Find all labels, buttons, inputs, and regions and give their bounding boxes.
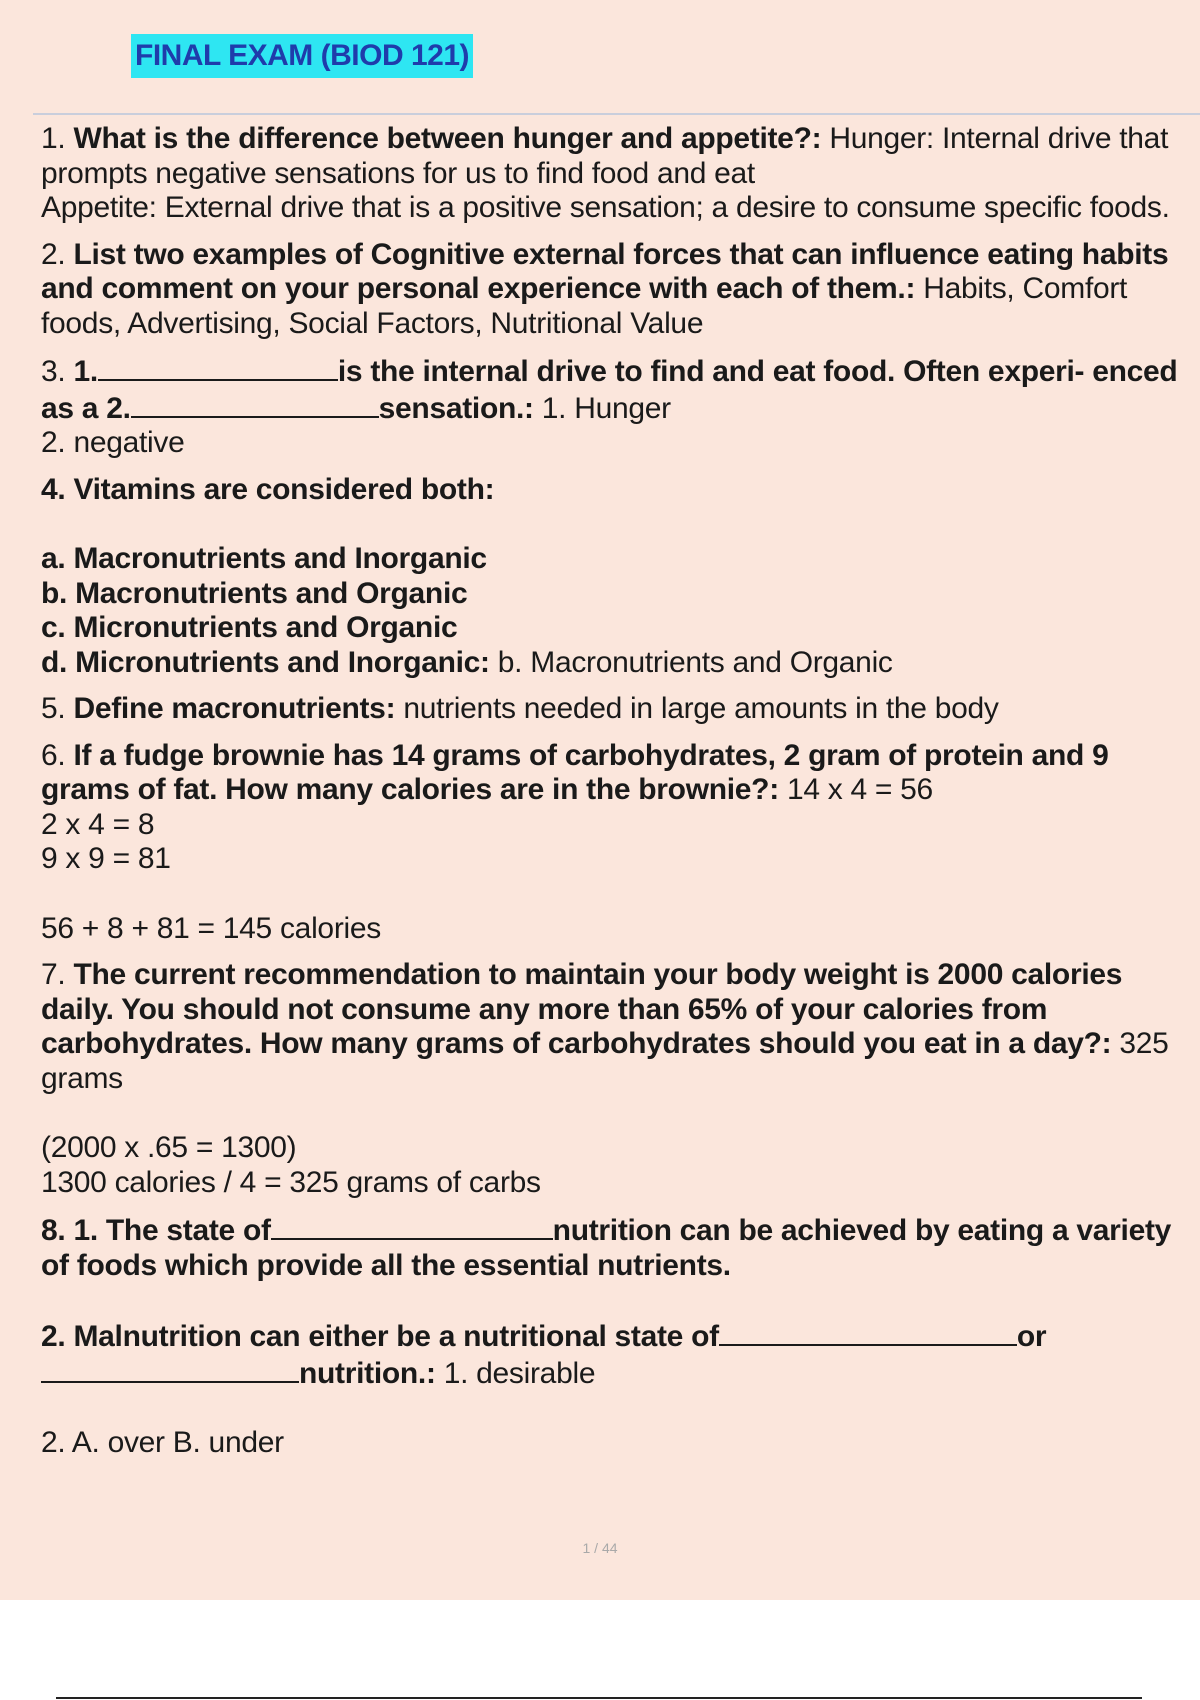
header-divider: [33, 113, 1200, 115]
question-4: [41, 473, 1191, 681]
question-text: nutrition can be achieved by eating a variety of foods which provide all the essential nutrients.: [41, 1214, 1172, 1282]
question-number: 3.: [41, 355, 66, 388]
answer-text: Appetite: External drive that is a positive sensation; a desire to consume specific foods.: [41, 191, 1170, 224]
answer-work: 1300 calories / 4 = 325 grams of carbs: [41, 1165, 541, 1199]
question-text: The current recommendation to maintain your body weight is 2000 calories daily. You should not consume any more than 65% of your calories from carbohydrates. How many grams of carbohydrates should you eat in a day?:: [41, 958, 1123, 1060]
question-5: [41, 692, 1191, 727]
question-text: If a fudge brownie has 14 grams of carbohydrates, 2 gram of protein and 9 grams of fat. How many calories are in the brownie?:: [41, 738, 1109, 806]
question-text: Define macronutrients:: [73, 692, 396, 725]
answer-text: Habits, Comfort foods, Advertising, Social Factors, Nutritional Value: [41, 272, 1128, 340]
question-number: 1.: [41, 122, 66, 155]
answer-work: (2000 x .65 = 1300): [41, 1131, 297, 1164]
option-d: d. Micronutrients and Inorganic:: [41, 645, 490, 679]
question-number: 6.: [41, 738, 66, 772]
question-text: or: [1016, 1320, 1047, 1353]
question-6: [41, 739, 1191, 947]
spacer: [41, 1096, 1191, 1131]
fill-in-blank: [271, 1212, 553, 1240]
question-text: is the internal drive to find and eat food. Often experi- enced as a 2.: [41, 355, 1178, 425]
question-text: 2. Malnutrition can either be a nutritional state of: [41, 1320, 719, 1353]
question-number: 2.: [41, 237, 66, 271]
option-b: b. Macronutrients and Organic: [41, 576, 468, 610]
answer-text: 14 x 4 = 56: [786, 773, 933, 806]
exam-title: FINAL EXAM (BIOD 121): [131, 34, 473, 78]
answer-text: 1. Hunger: [541, 391, 671, 425]
answer-text: 2. A. over B. under: [41, 1426, 284, 1459]
spacer: [41, 877, 1191, 912]
fill-in-blank: [719, 1318, 1017, 1346]
question-2: [41, 238, 1191, 342]
answer-text: Hunger: Internal drive that prompts negative sensations for us to find food and eat: [41, 122, 1169, 190]
page-number: 1 / 44: [582, 1540, 618, 1556]
spacer: [41, 507, 1191, 542]
question-text: sensation.:: [378, 391, 534, 425]
question-text: List two examples of Cognitive external forces that can influence eating habits and comment on your personal experience with each of them.:: [41, 237, 1169, 305]
question-number: 5.: [41, 692, 66, 725]
bottom-divider: [56, 1697, 1142, 1699]
answer-text: 325 grams: [41, 1027, 1169, 1095]
answer-text: 2. negative: [41, 426, 185, 459]
question-3: [41, 353, 1191, 461]
option-a: a. Macronutrients and Inorganic: [41, 542, 487, 575]
answer-text: 2 x 4 = 8: [41, 807, 155, 841]
spacer: [41, 1283, 1191, 1318]
fill-in-blank: [41, 1355, 299, 1383]
fill-in-blank: [98, 353, 338, 381]
answer-text: 1. desirable: [443, 1356, 596, 1390]
question-text: 8. 1. The state of: [41, 1214, 271, 1247]
option-c: c. Micronutrients and Organic: [41, 611, 458, 644]
answer-text: b. Macronutrients and Organic: [497, 645, 893, 679]
question-text: 1.: [73, 355, 98, 388]
question-list: [41, 120, 1191, 1461]
question-7: [41, 958, 1191, 1200]
answer-text: 9 x 9 = 81: [41, 842, 171, 875]
spacer: [41, 1391, 1191, 1426]
question-text: nutrition.:: [299, 1356, 436, 1390]
question-text: What is the difference between hunger and appetite?:: [73, 122, 822, 155]
question-number: 7.: [41, 958, 66, 991]
answer-total: 56 + 8 + 81 = 145 calories: [41, 911, 381, 945]
question-8: [41, 1212, 1191, 1461]
question-text: 4. Vitamins are considered both:: [41, 472, 495, 506]
fill-in-blank: [131, 390, 379, 418]
answer-text: nutrients needed in large amounts in the body: [403, 692, 999, 725]
question-1: [41, 122, 1191, 226]
